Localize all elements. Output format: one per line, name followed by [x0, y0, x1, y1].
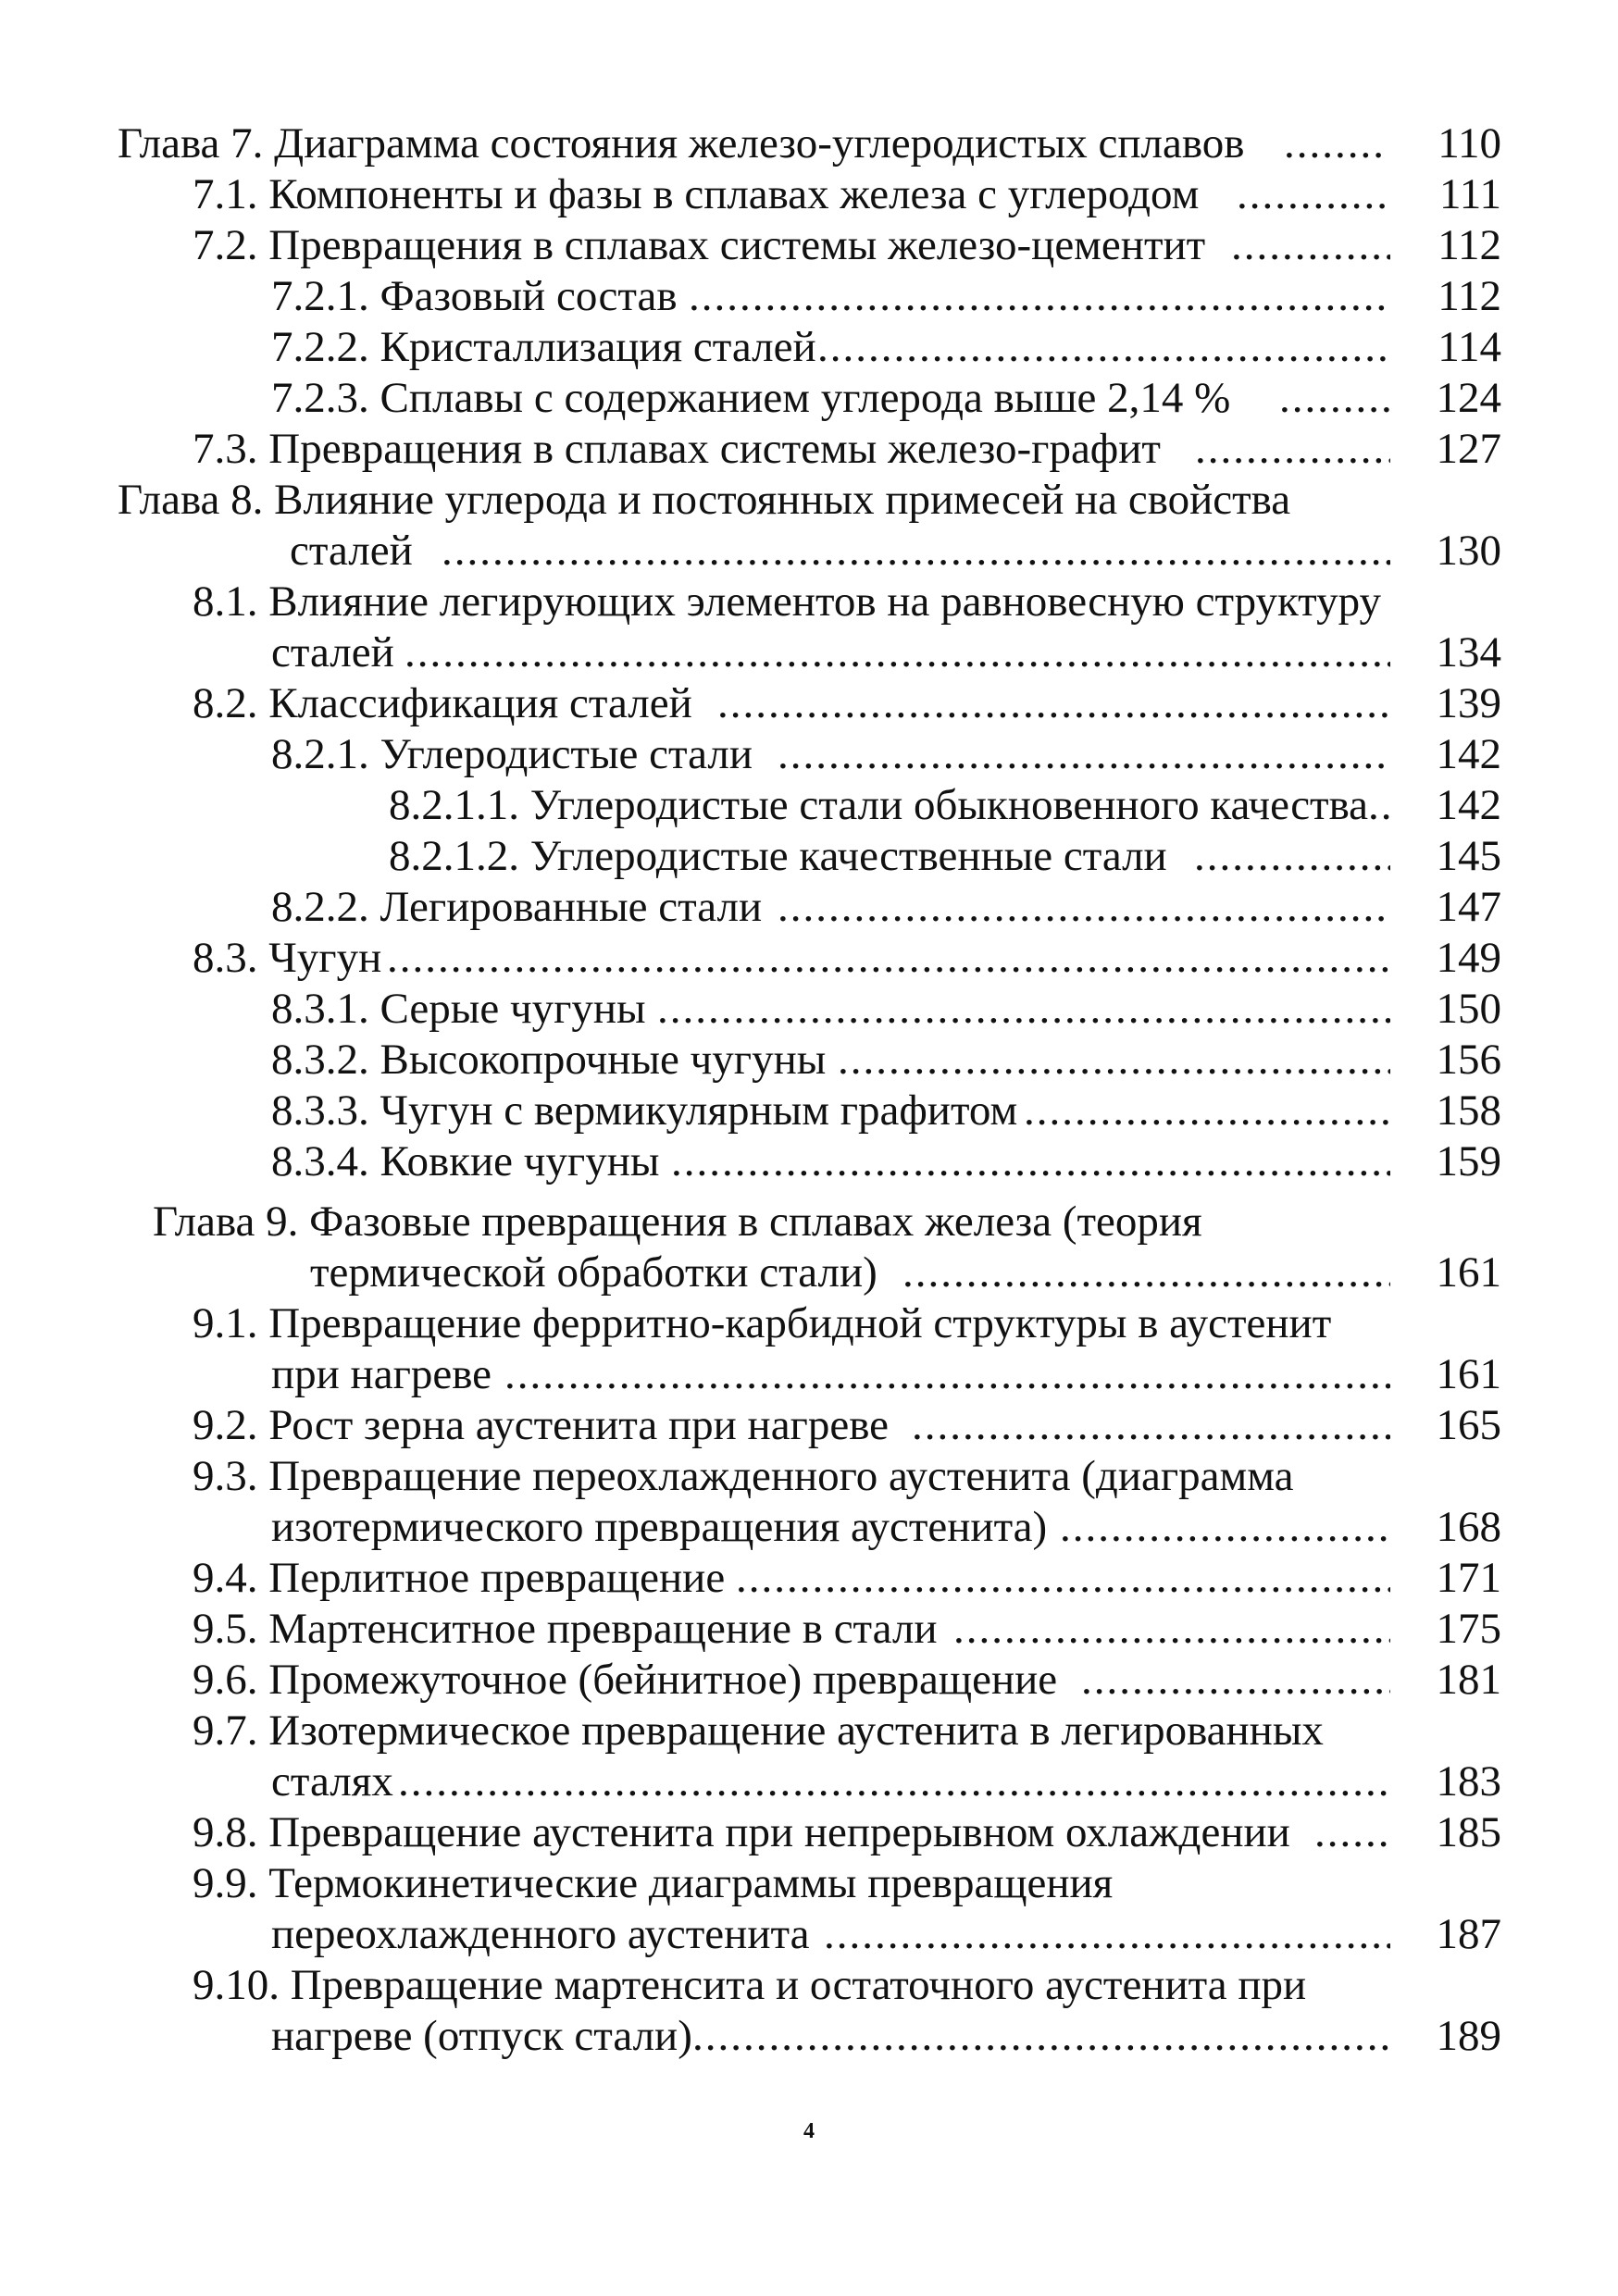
- toc-entry: [0, 933, 1618, 983]
- toc-entry: [0, 984, 1618, 1034]
- toc-entry: [0, 831, 1618, 881]
- toc-entry: [0, 627, 1618, 677]
- toc-entry-title: 8.2. Классификация сталей: [193, 679, 692, 727]
- toc-entry-title: 8.1. Влияние легирующих элементов на равновесную структуру: [193, 577, 1381, 626]
- toc-leader: [902, 1247, 1390, 1297]
- toc-leader: [1284, 118, 1388, 168]
- toc-entry: [0, 1553, 1618, 1603]
- toc-entry: [0, 271, 1618, 321]
- toc-page-number: 183: [1436, 1757, 1501, 1806]
- toc-leader: [1195, 424, 1390, 474]
- toc-leader: [671, 1136, 1390, 1186]
- toc-entry: [0, 1502, 1618, 1552]
- toc-page-number: 124: [1436, 374, 1501, 422]
- toc-entry-title: 9.7. Изотермическое превращение аустенита в легированных: [193, 1706, 1324, 1755]
- toc-leader: [1314, 1807, 1390, 1857]
- toc-leader: [689, 271, 1390, 321]
- toc-entry-title: 7.2. Превращения в сплавах системы железо-цементит: [193, 221, 1206, 269]
- toc-entry-title: 7.1. Компоненты и фазы в сплавах железа с углеродом: [193, 170, 1200, 218]
- toc-page-number: 142: [1436, 730, 1501, 778]
- toc-leader: [838, 1035, 1390, 1085]
- toc-leader: [1231, 220, 1390, 270]
- toc-entry-title: 8.2.1.1. Углеродистые стали обыкновенного качества: [389, 781, 1369, 829]
- toc-entry-title: изотермического превращения аустенита): [271, 1503, 1048, 1551]
- toc-entry-title: 9.9. Термокинетические диаграммы превращения: [193, 1859, 1114, 1907]
- toc-entry: [0, 1136, 1618, 1186]
- toc-page-number: 150: [1436, 985, 1501, 1033]
- toc-entry-title: Глава 7. Диаграмма состояния железо-углеродистых сплавов: [118, 119, 1245, 168]
- toc-entry-title: 9.5. Мартенситное превращение в стали: [193, 1605, 938, 1653]
- toc-entry-title: 8.3.4. Ковкие чугуны: [271, 1137, 660, 1185]
- toc-page-number: 142: [1436, 781, 1501, 829]
- toc-page-number: 171: [1436, 1554, 1501, 1602]
- toc-page-number: 149: [1436, 934, 1501, 982]
- toc-entry: [0, 1756, 1618, 1806]
- toc-entry: [0, 678, 1618, 728]
- toc-page-number: 165: [1436, 1401, 1501, 1449]
- toc-leader: [1368, 780, 1390, 830]
- toc-leader: [817, 322, 1390, 372]
- toc-entry-title: термической обработки стали): [310, 1248, 877, 1297]
- toc-page-number: 161: [1436, 1248, 1501, 1297]
- toc-entry: [0, 373, 1618, 423]
- toc-entry-title: сталей: [290, 527, 413, 575]
- toc-leader: [1237, 169, 1390, 219]
- toc-page-number: 114: [1438, 323, 1501, 371]
- toc-entry: [0, 1604, 1618, 1654]
- page-number-footer: 4: [803, 2119, 815, 2143]
- toc-entry: [0, 1197, 1618, 1247]
- toc-entry-title: Глава 8. Влияние углерода и постоянных примесей на свойства: [118, 476, 1291, 524]
- toc-leader: [1279, 373, 1390, 423]
- toc-page-number: 185: [1436, 1808, 1501, 1856]
- toc-leader: [778, 729, 1390, 779]
- toc-entry-title: 9.3. Превращение переохлажденного аустенита (диаграмма: [193, 1452, 1294, 1500]
- toc-entry: [0, 526, 1618, 576]
- toc-page-number: 127: [1436, 425, 1501, 473]
- toc-page-number: 187: [1436, 1910, 1501, 1958]
- toc-page-number: 145: [1436, 832, 1501, 880]
- toc-page-number: 181: [1436, 1656, 1501, 1704]
- toc-entry: [0, 1807, 1618, 1857]
- toc-page-number: 168: [1436, 1503, 1501, 1551]
- toc-entry: [0, 577, 1618, 627]
- toc-entry-title: 9.6. Промежуточное (бейнитное) превращение: [193, 1656, 1058, 1704]
- toc-entry: [0, 1909, 1618, 1959]
- toc-entry-title: Глава 9. Фазовые превращения в сплавах железа (теория: [153, 1198, 1202, 1246]
- toc-leader: [404, 627, 1390, 677]
- toc-leader: [824, 1909, 1390, 1959]
- toc-entry-title: 9.8. Превращение аустенита при непрерывном охлаждении: [193, 1808, 1290, 1856]
- toc-entry: [0, 1400, 1618, 1450]
- toc-entry-title: при нагреве: [271, 1350, 492, 1398]
- toc-page-number: 161: [1436, 1350, 1501, 1398]
- toc-entry: [0, 1298, 1618, 1348]
- toc-entry: [0, 882, 1618, 932]
- toc-page-number: 139: [1436, 679, 1501, 727]
- toc-entry-title: 8.2.1.2. Углеродистые качественные стали: [389, 832, 1167, 880]
- toc-entry: [0, 475, 1618, 525]
- toc-entry: [0, 1655, 1618, 1705]
- toc-entry: [0, 1035, 1618, 1085]
- toc-entry-title: 8.2.1. Углеродистые стали: [271, 730, 753, 778]
- toc-entry-title: 9.2. Рост зерна аустенита при нагреве: [193, 1401, 889, 1449]
- toc-leader: [657, 984, 1390, 1034]
- toc-entry-title: переохлажденного аустенита: [271, 1910, 810, 1958]
- toc-leader: [387, 933, 1390, 983]
- toc-page-number: 175: [1436, 1605, 1501, 1653]
- toc-page-number: 112: [1438, 221, 1501, 269]
- toc-page-number: 112: [1438, 272, 1501, 320]
- toc-leader: [442, 526, 1390, 576]
- toc-entry-title: 7.2.2. Кристаллизация сталей: [271, 323, 816, 371]
- toc-entry: [0, 2011, 1618, 2061]
- toc-entry-title: 8.2.2. Легированные стали: [271, 883, 763, 931]
- toc-entry: [0, 118, 1618, 168]
- toc-leader: [504, 1349, 1390, 1399]
- toc-entry-title: сталей: [271, 628, 394, 676]
- toc-leader: [953, 1604, 1390, 1654]
- toc-leader: [912, 1400, 1390, 1450]
- toc-entry: [0, 1858, 1618, 1908]
- toc-entry-title: сталях: [271, 1757, 393, 1806]
- toc-entry-title: 8.3. Чугун: [193, 934, 382, 982]
- toc-page-number: 189: [1436, 2012, 1501, 2060]
- toc-page-number: 156: [1436, 1036, 1501, 1084]
- toc-entry: [0, 1247, 1618, 1297]
- toc-leader: [1060, 1502, 1390, 1552]
- toc-leader: [1194, 831, 1390, 881]
- toc-entry: [0, 1960, 1618, 2010]
- toc-entry-title: нагреве (отпуск стали): [271, 2012, 692, 2060]
- toc-entry-title: 8.3.1. Серые чугуны: [271, 985, 646, 1033]
- toc-entry-title: 7.2.3. Сплавы с содержанием углерода выше 2,14 %: [271, 374, 1231, 422]
- toc-leader: [1024, 1086, 1390, 1136]
- toc-leader: [778, 882, 1390, 932]
- toc-page-number: 111: [1438, 170, 1501, 218]
- toc-leader: [736, 1553, 1390, 1603]
- toc-entry: [0, 1706, 1618, 1756]
- toc-entry: [0, 169, 1618, 219]
- toc-entry-title: 9.10. Превращение мартенсита и остаточного аустенита при: [193, 1961, 1307, 2009]
- toc-entry-title: 7.2.1. Фазовый состав: [271, 272, 678, 320]
- toc-entry-title: 9.4. Перлитное превращение: [193, 1554, 726, 1602]
- toc-entry: [0, 424, 1618, 474]
- toc-entry-title: 9.1. Превращение ферритно-карбидной структуры в аустенит: [193, 1299, 1332, 1347]
- toc-leader: [717, 678, 1390, 728]
- toc-entry: [0, 322, 1618, 372]
- toc-entry: [0, 1451, 1618, 1501]
- toc-page-number: 159: [1436, 1137, 1501, 1185]
- toc-leader: [1081, 1655, 1390, 1705]
- toc-leader: [692, 2011, 1390, 2061]
- toc-page-number: 110: [1438, 119, 1501, 168]
- toc-entry: [0, 729, 1618, 779]
- toc-entry: [0, 1086, 1618, 1136]
- toc-entry-title: 8.3.2. Высокопрочные чугуны: [271, 1036, 827, 1084]
- toc-page-number: 130: [1436, 527, 1501, 575]
- toc-entry: [0, 1349, 1618, 1399]
- toc-entry: [0, 780, 1618, 830]
- toc-entry-title: 7.3. Превращения в сплавах системы железо-графит: [193, 425, 1161, 473]
- toc-entry: [0, 220, 1618, 270]
- toc-entry-title: 8.3.3. Чугун с вермикулярным графитом: [271, 1086, 1018, 1135]
- toc-page-number: 158: [1436, 1086, 1501, 1135]
- toc-page-number: 134: [1436, 628, 1501, 676]
- toc-page-number: 147: [1436, 883, 1501, 931]
- toc-leader: [398, 1756, 1390, 1806]
